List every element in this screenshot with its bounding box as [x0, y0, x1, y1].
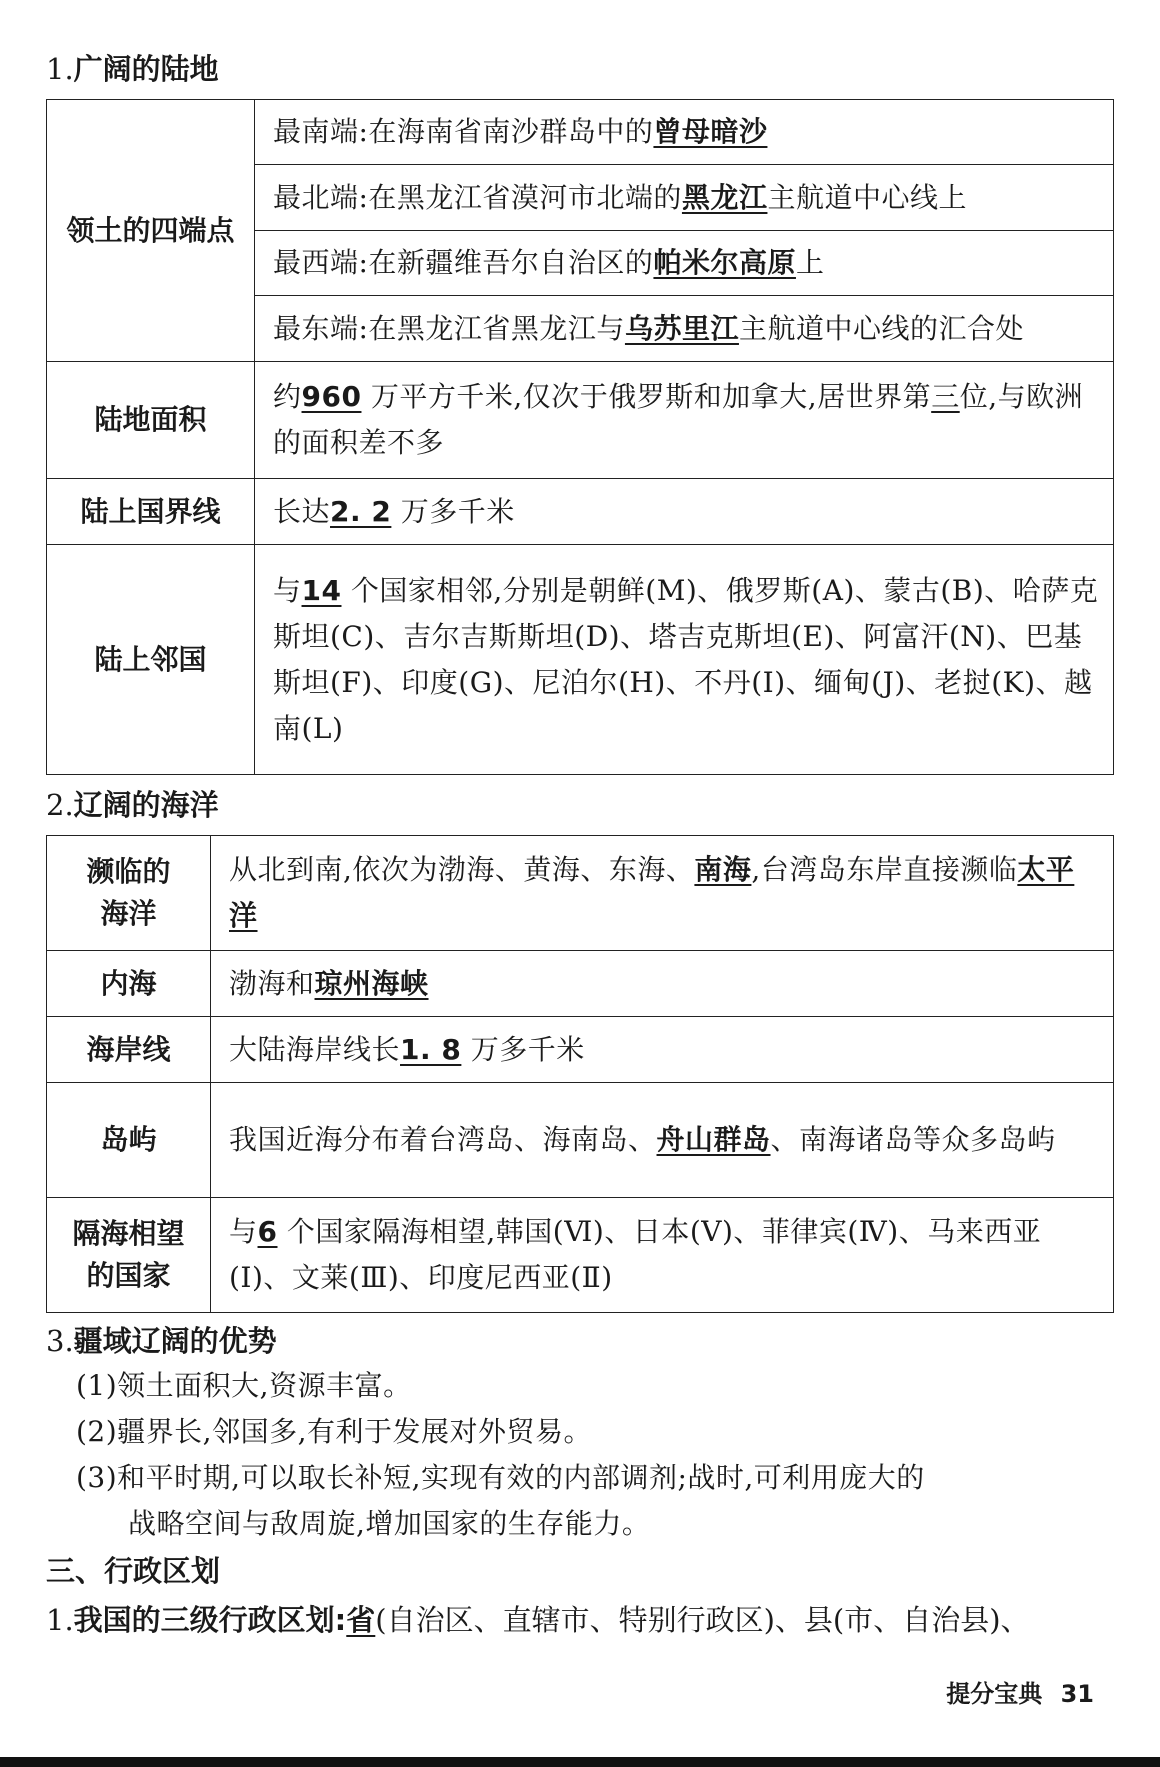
row-label-coast: 海岸线	[47, 1017, 211, 1083]
section-heading-sea	[46, 786, 219, 824]
cell-seas	[211, 836, 1114, 951]
text: 、南海诸岛等众多岛屿	[770, 1123, 1056, 1156]
table-row	[47, 1017, 1114, 1083]
text: ,台湾岛东岸直接濒临	[751, 853, 1018, 886]
text: 位,与欧洲的面积差不多	[273, 380, 1084, 459]
table-row	[47, 362, 1114, 479]
heading-number: 1.	[46, 52, 74, 86]
key-answer: 南海	[694, 853, 752, 886]
key-answer: 省	[346, 1603, 376, 1637]
text: 万平方千米,仅次于俄罗斯和加拿大,居世界第	[361, 380, 932, 413]
text: 渤海和	[229, 966, 315, 1000]
text: 最北端:在黑龙江省漠河市北端的	[273, 180, 682, 214]
line-bold: 我国的三级行政区划:	[73, 1603, 347, 1637]
table-row	[47, 545, 1114, 775]
cell-neighbors	[255, 545, 1114, 775]
key-answer: 帕米尔高原	[653, 246, 796, 279]
text: 主航道中心线上	[767, 180, 967, 214]
text: 最西端:在新疆维吾尔自治区的	[273, 246, 654, 279]
section-heading-advantages	[46, 1322, 277, 1360]
key-answer: 黑龙江	[681, 180, 768, 214]
heading-number: 3.	[46, 1324, 74, 1358]
bottom-edge	[0, 1757, 1160, 1767]
text: 从北到南,依次为渤海、黄海、东海、	[229, 853, 695, 886]
key-answer: 舟山群岛	[656, 1123, 771, 1156]
cell-across	[211, 1198, 1114, 1313]
key-answer: 2. 2	[330, 494, 392, 528]
heading-text: 疆域辽阔的优势	[73, 1324, 277, 1358]
label-line: 海洋	[100, 897, 157, 930]
sea-table	[46, 835, 1114, 1313]
section-heading-land	[46, 50, 219, 88]
key-answer: 琼州海峡	[314, 966, 429, 1000]
text: 万多千米	[461, 1032, 585, 1066]
row-label-across	[47, 1198, 211, 1313]
text: 与	[229, 1215, 258, 1248]
book-title: 提分宝典	[946, 1680, 1043, 1708]
cell-area	[255, 362, 1114, 479]
table-row	[47, 100, 1114, 165]
text: 个国家隔海相望,韩国(Ⅵ)、日本(Ⅴ)、菲律宾(Ⅳ)、马来西亚(Ⅰ)、文莱(Ⅲ)、印度尼西亚(Ⅱ)	[229, 1215, 1042, 1294]
text: 最南端:在海南省南沙群岛中的	[273, 115, 654, 148]
cell-easternmost	[255, 296, 1114, 362]
cell-northernmost	[255, 165, 1114, 231]
key-answer: 乌苏里江	[624, 311, 739, 345]
text: 与	[273, 573, 302, 607]
label-line: 濒临的	[86, 855, 171, 888]
text: 上	[795, 246, 825, 279]
cell-coast	[211, 1017, 1114, 1083]
page-number: 31	[1060, 1680, 1094, 1708]
row-label-islands: 岛屿	[47, 1083, 211, 1198]
key-answer: 1. 8	[400, 1032, 462, 1066]
row-label-seas	[47, 836, 211, 951]
label-line: 的国家	[86, 1259, 171, 1292]
table-row	[47, 836, 1114, 951]
list-item: (3)和平时期,可以取长补短,实现有效的内部调剂;战时,可利用庞大的	[76, 1461, 925, 1494]
heading-text: 广阔的陆地	[73, 52, 219, 86]
key-answer: 三	[931, 380, 960, 413]
table-row	[47, 479, 1114, 545]
label-line: 隔海相望	[72, 1217, 185, 1250]
cell-islands	[211, 1083, 1114, 1198]
heading-number: 2.	[46, 788, 74, 822]
key-answer: 太平洋	[229, 853, 1075, 932]
row-label-area: 陆地面积	[47, 362, 255, 479]
table-row	[47, 1198, 1114, 1313]
key-answer: 曾母暗沙	[653, 115, 768, 148]
text: 最东端:在黑龙江省黑龙江与	[273, 311, 625, 345]
cell-westernmost	[255, 231, 1114, 296]
list-item: (1)领土面积大,资源丰富。	[76, 1369, 412, 1402]
table-row	[47, 951, 1114, 1017]
row-label-inland: 内海	[47, 951, 211, 1017]
key-answer: 14	[301, 573, 342, 607]
line-number: 1.	[46, 1603, 74, 1637]
section-heading-admin: 三、行政区划	[46, 1554, 221, 1588]
cell-inland	[211, 951, 1114, 1017]
text: 万多千米	[391, 494, 515, 528]
cell-southernmost	[255, 100, 1114, 165]
cell-border	[255, 479, 1114, 545]
land-table	[46, 99, 1114, 775]
key-answer: 6	[257, 1215, 278, 1248]
text: 约	[273, 380, 302, 413]
row-label-border: 陆上国界线	[47, 479, 255, 545]
text: 长达	[273, 494, 331, 528]
page-footer	[946, 1674, 1094, 1709]
text: 主航道中心线的汇合处	[738, 311, 1024, 345]
text: 我国近海分布着台湾岛、海南岛、	[229, 1123, 657, 1156]
advantages-list	[76, 1363, 1126, 1547]
line-rest: (自治区、直辖市、特别行政区)、县(市、自治县)、	[375, 1603, 1030, 1637]
admin-levels-line	[46, 1601, 1030, 1639]
table-row	[47, 1083, 1114, 1198]
list-item-continuation: 战略空间与敌周旋,增加国家的生存能力。	[128, 1507, 651, 1540]
row-label-extremes: 领土的四端点	[47, 100, 255, 362]
text: 大陆海岸线长	[229, 1032, 401, 1066]
text: 个国家相邻,分别是朝鲜(M)、俄罗斯(A)、蒙古(B)、哈萨克斯坦(C)、吉尔吉斯斯坦(D)、塔吉克斯坦(E)、阿富汗(N)、巴基斯坦(F)、印度(G)、尼泊尔(H)、不丹(I)、缅甸(J)、老挝(K)、越南(L)	[273, 573, 1099, 745]
list-item: (2)疆界长,邻国多,有利于发展对外贸易。	[76, 1415, 592, 1448]
key-answer: 960	[301, 380, 362, 413]
heading-text: 辽阔的海洋	[73, 788, 219, 822]
row-label-neighbors: 陆上邻国	[47, 545, 255, 775]
